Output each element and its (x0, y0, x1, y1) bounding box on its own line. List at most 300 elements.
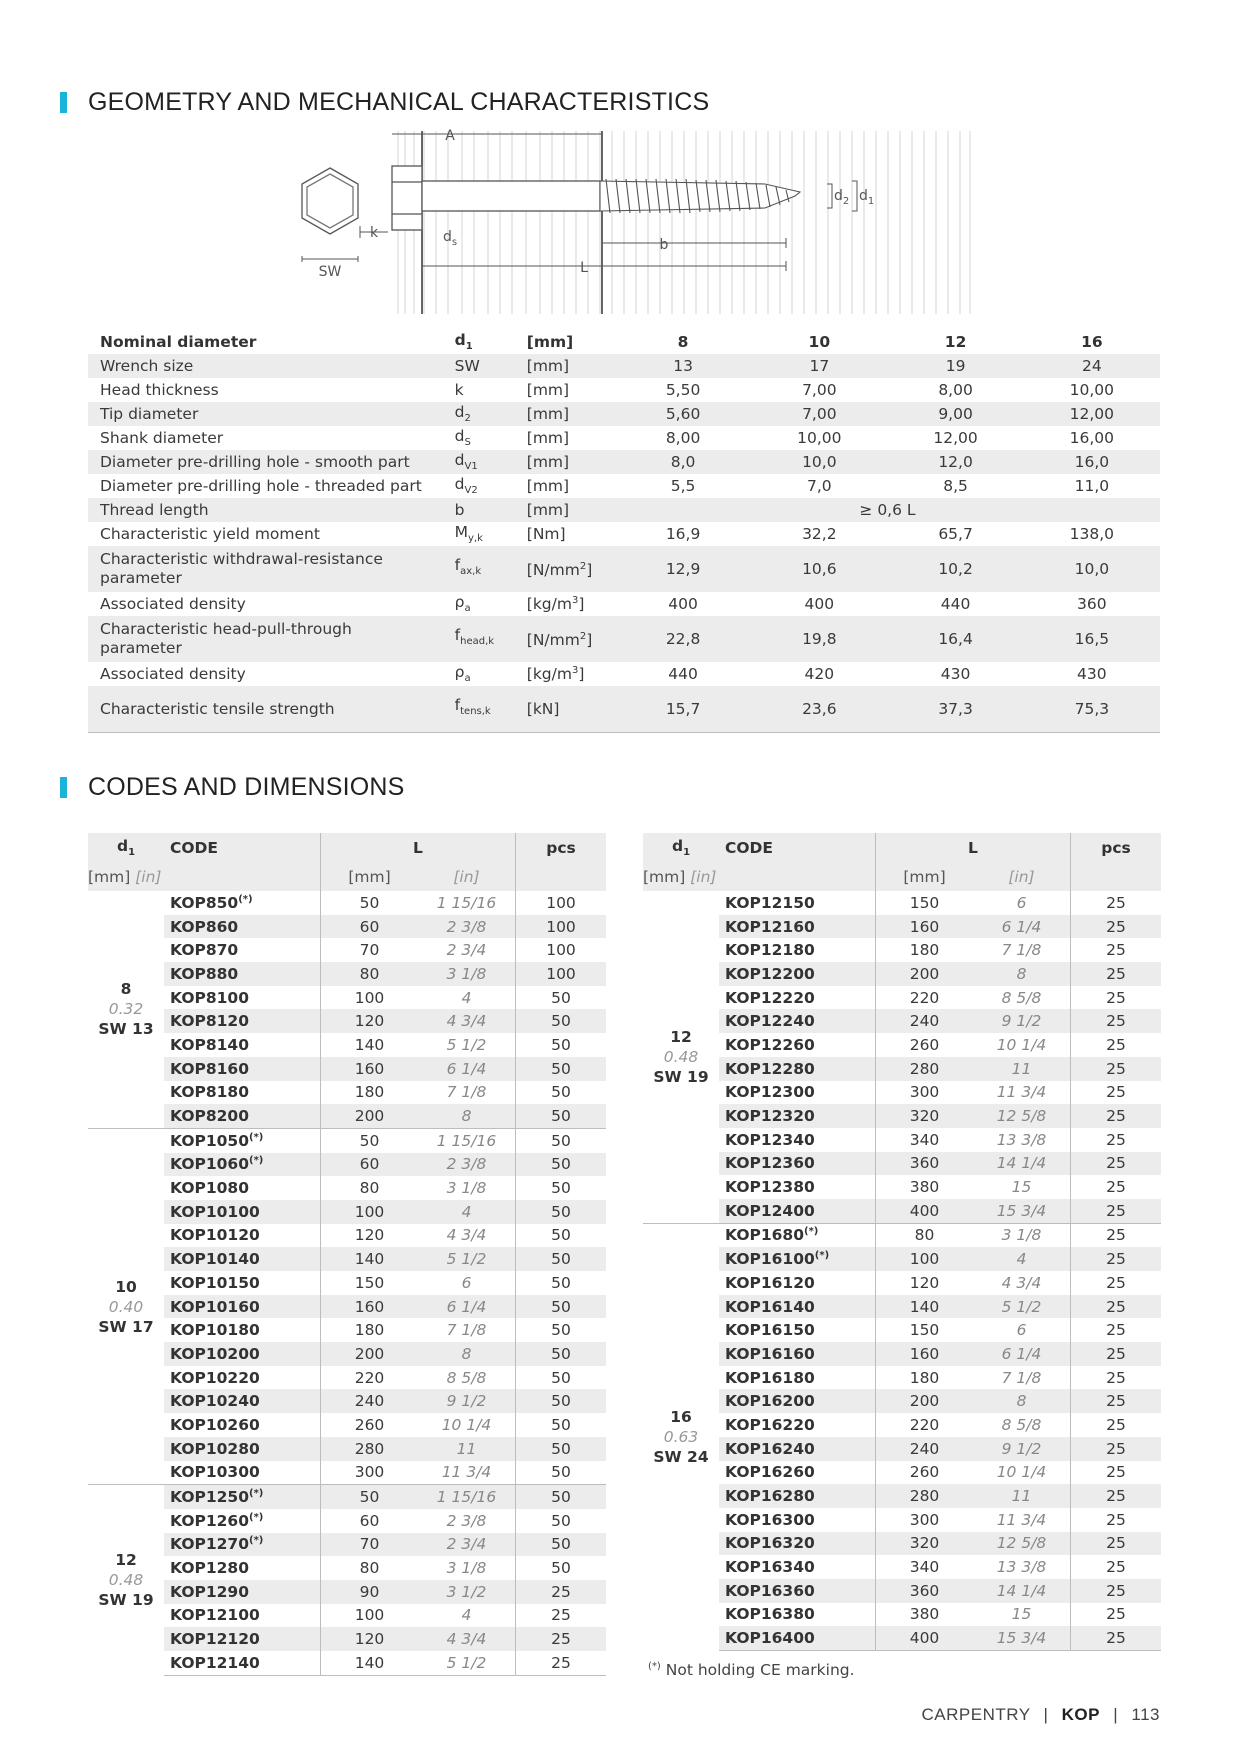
length-mm: 240 (876, 1437, 974, 1461)
code-row (88, 938, 606, 962)
length-in: 3 1/2 (418, 1580, 516, 1604)
code-row (643, 1104, 1161, 1128)
pieces: 25 (1071, 1033, 1162, 1057)
product-code: KOP1290 (164, 1580, 321, 1604)
pieces: 100 (516, 962, 607, 986)
char-value: 16,9 (665, 525, 701, 543)
code-row (643, 1626, 1161, 1650)
char-header-d16: 16 (1081, 333, 1103, 351)
label-d1: $d_1$ (859, 188, 875, 207)
product-code: KOP12340 (725, 1130, 815, 1149)
char-symbol: SW (443, 354, 515, 378)
product-code: KOP16320 (719, 1532, 876, 1556)
code-row (88, 1057, 606, 1081)
ce-marking-note: (*) Not holding CE marking. (648, 1661, 855, 1680)
char-symbol: $f_{tens,k}$ (443, 686, 515, 733)
pieces: 25 (1071, 1128, 1162, 1152)
length-mm: 220 (876, 986, 974, 1010)
product-code: KOP16280 (719, 1484, 876, 1508)
pieces: 50 (516, 1485, 607, 1509)
char-row (88, 546, 1160, 592)
char-row (88, 686, 1160, 733)
product-code: KOP16220 (725, 1415, 815, 1434)
pieces: 25 (1071, 1389, 1162, 1413)
section-accent-bar (60, 92, 67, 113)
code-row (643, 1152, 1161, 1176)
code-row (643, 1223, 1161, 1247)
label-b: b (659, 237, 669, 253)
length-in: 1 15/16 (436, 893, 497, 912)
product-code: KOP1270(*) (164, 1533, 321, 1557)
length-in: 8 5/8 (1001, 1415, 1042, 1434)
pieces: 25 (1071, 1342, 1162, 1366)
char-row (88, 354, 1160, 378)
char-unit: [mm] (515, 354, 615, 378)
char-row (88, 522, 1160, 546)
char-symbol: $M_{y,k}$ (454, 523, 483, 545)
char-unit: $[N/mm^2]$ (515, 546, 615, 592)
length-in: 8 (973, 962, 1071, 986)
char-value: 12,9 (615, 546, 751, 592)
char-unit: [kN] (515, 686, 615, 733)
ce-asterisk: (*) (249, 1155, 264, 1167)
codes-header-pcs: pcs (516, 833, 607, 863)
code-row (643, 1413, 1161, 1437)
product-code: KOP16180 (725, 1368, 815, 1387)
length-mm: 50 (321, 891, 419, 915)
product-code: KOP10150 (170, 1273, 260, 1292)
pieces: 25 (1071, 1437, 1162, 1461)
char-value: 10,0 (1024, 546, 1160, 592)
length-in: 2 3/4 (418, 1533, 516, 1557)
codes-units-row (643, 863, 1161, 891)
length-mm: 400 (876, 1626, 974, 1650)
char-value: 11,0 (1074, 477, 1110, 495)
length-mm: 340 (876, 1128, 974, 1152)
char-value: 8,0 (615, 450, 751, 474)
code-row (643, 1555, 1161, 1579)
length-in: 14 1/4 (973, 1152, 1071, 1176)
length-mm: 100 (321, 1604, 419, 1628)
diameter-group (88, 1485, 164, 1676)
char-value: 65,7 (938, 525, 973, 543)
char-value: 5,5 (670, 477, 696, 495)
product-code: KOP8100 (170, 988, 249, 1007)
char-value: 7,00 (751, 402, 887, 426)
char-header-name: Nominal diameter (100, 333, 257, 351)
char-value: 8,00 (938, 381, 973, 399)
pieces: 50 (516, 986, 607, 1010)
product-code: KOP16260 (725, 1463, 815, 1482)
product-code: KOP12150 (725, 893, 815, 912)
length-in: 10 1/4 (996, 1035, 1047, 1054)
char-value: 420 (804, 665, 835, 683)
diameter-group (88, 891, 164, 1128)
length-in: 3 1/8 (446, 1559, 487, 1578)
product-code: KOP8180 (170, 1083, 249, 1102)
product-code: KOP12100 (170, 1606, 260, 1625)
length-in: 4 (418, 1200, 516, 1224)
pieces: 25 (1071, 1461, 1162, 1485)
pieces: 50 (516, 1033, 607, 1057)
length-in: 4 3/4 (418, 1627, 516, 1651)
code-row (88, 915, 606, 939)
pieces: 25 (1071, 1626, 1162, 1650)
pieces: 25 (1071, 1532, 1162, 1556)
product-code: KOP10200 (164, 1342, 321, 1366)
length-in: 15 3/4 (973, 1626, 1071, 1650)
char-value: 5,60 (615, 402, 751, 426)
char-value: 10,6 (751, 546, 887, 592)
length-in: 5 1/2 (418, 1247, 516, 1271)
pieces: 25 (1071, 1104, 1162, 1128)
char-value: 22,8 (615, 616, 751, 662)
code-row (88, 1176, 606, 1200)
char-value: 16,0 (1024, 450, 1160, 474)
pieces: 25 (1071, 1271, 1162, 1295)
char-symbol: $d_{V1}$ (443, 450, 515, 474)
pieces: 50 (516, 1366, 607, 1390)
char-header-symbol: $d_1$ (454, 331, 473, 353)
pieces: 50 (516, 1081, 607, 1105)
code-row (643, 1128, 1161, 1152)
length-in: 4 3/4 (446, 1226, 487, 1245)
char-value: 12,0 (887, 450, 1023, 474)
length-mm: 140 (876, 1295, 974, 1319)
pieces: 25 (1071, 1199, 1162, 1223)
code-row (643, 1271, 1161, 1295)
product-code: KOP10240 (164, 1389, 321, 1413)
product-code: KOP12380 (725, 1178, 815, 1197)
code-row (88, 1224, 606, 1248)
group-wrench-size: SW 19 (653, 1067, 709, 1086)
char-unit: [mm] (515, 450, 615, 474)
char-value: ≥ 0,6 L (615, 498, 1160, 522)
code-row (643, 1199, 1161, 1223)
label-sw: SW (318, 264, 342, 280)
product-code: KOP8140 (170, 1035, 249, 1054)
product-code: KOP12160 (719, 915, 876, 939)
code-row (88, 1295, 606, 1319)
length-mm: 140 (321, 1651, 419, 1675)
code-row (88, 1437, 606, 1461)
length-mm: 160 (876, 915, 974, 939)
length-in: 5 1/2 (973, 1295, 1071, 1319)
length-in: 11 (418, 1437, 516, 1461)
product-code: KOP16140 (719, 1295, 876, 1319)
pieces: 50 (516, 1437, 607, 1461)
codes-units-row (88, 863, 606, 891)
char-value: 16,5 (1024, 616, 1160, 662)
pieces: 25 (1071, 1223, 1162, 1247)
length-mm: 90 (321, 1580, 419, 1604)
char-symbol: $f_{ax,k}$ (443, 546, 515, 592)
code-row (643, 1295, 1161, 1319)
length-mm: 260 (876, 1461, 974, 1485)
length-in: 7 1/8 (1001, 1368, 1042, 1387)
code-row (88, 1556, 606, 1580)
pieces: 25 (1071, 1413, 1162, 1437)
length-in: 5 1/2 (446, 1035, 487, 1054)
product-code: KOP10140 (164, 1247, 321, 1271)
pieces: 25 (516, 1580, 607, 1604)
product-code: KOP16150 (725, 1321, 815, 1340)
length-in: 12 5/8 (973, 1104, 1071, 1128)
length-in: 15 (1011, 1178, 1032, 1197)
char-unit: [mm] (515, 402, 615, 426)
length-in: 13 3/8 (996, 1130, 1047, 1149)
product-code: KOP8160 (164, 1057, 321, 1081)
length-mm: 360 (876, 1579, 974, 1603)
product-code: KOP12220 (725, 988, 815, 1007)
length-mm: 80 (321, 962, 419, 986)
codes-header-code: CODE (719, 833, 876, 863)
pieces: 25 (1071, 1484, 1162, 1508)
length-mm: 50 (321, 1485, 419, 1509)
geometry-title: GEOMETRY AND MECHANICAL CHARACTERISTICS (88, 88, 710, 116)
label-ds: $d_s$ (443, 229, 458, 248)
codes-header-pcs: pcs (1071, 833, 1162, 863)
length-in: 6 1/4 (418, 1057, 516, 1081)
product-code: KOP880 (164, 962, 321, 986)
code-row (88, 1627, 606, 1651)
code-row (643, 1532, 1161, 1556)
length-mm: 380 (876, 1603, 974, 1627)
length-in: 4 (461, 988, 472, 1007)
code-row (88, 1485, 606, 1509)
char-row (88, 402, 1160, 426)
code-row (88, 1389, 606, 1413)
pieces: 50 (516, 1461, 607, 1485)
char-header-row (88, 330, 1160, 354)
code-row (643, 1033, 1161, 1057)
pieces: 50 (516, 1342, 607, 1366)
length-in: 6 (461, 1273, 472, 1292)
length-mm: 280 (876, 1057, 974, 1081)
group-wrench-size: SW 24 (653, 1448, 709, 1467)
length-in: 11 (973, 1484, 1071, 1508)
char-value: 15,7 (615, 686, 751, 733)
length-mm: 360 (876, 1152, 974, 1176)
char-header-d10: 10 (808, 333, 831, 351)
pieces: 50 (516, 1224, 607, 1248)
product-code: KOP12260 (725, 1035, 815, 1054)
code-row (88, 1342, 606, 1366)
char-value: 10,00 (1069, 381, 1115, 399)
code-row (643, 1366, 1161, 1390)
codes-header-length: L (876, 833, 1071, 863)
length-in: 14 1/4 (973, 1579, 1071, 1603)
length-mm: 60 (321, 1509, 419, 1533)
length-mm: 300 (876, 1081, 974, 1105)
length-mm: 80 (321, 1556, 419, 1580)
code-row (643, 915, 1161, 939)
char-value: 7,0 (807, 477, 832, 495)
length-mm: 70 (321, 938, 419, 962)
code-row (88, 1153, 606, 1177)
length-in: 11 3/4 (441, 1463, 492, 1482)
length-mm: 180 (876, 1366, 974, 1390)
char-value: 10,0 (751, 450, 887, 474)
char-row (88, 662, 1160, 686)
pieces: 50 (516, 1153, 607, 1177)
length-in: 9 1/2 (418, 1389, 516, 1413)
length-mm: 300 (321, 1461, 419, 1485)
length-in: 6 1/4 (973, 915, 1071, 939)
group-diameter-mm: 8 (120, 980, 132, 999)
char-unit: $[N/mm^2]$ (515, 616, 615, 662)
length-in: 4 (461, 1606, 472, 1625)
product-code: KOP16340 (725, 1558, 815, 1577)
pieces: 25 (1071, 1603, 1162, 1627)
length-in: 2 3/8 (446, 1511, 487, 1530)
length-mm: 340 (876, 1555, 974, 1579)
section-accent-bar (60, 777, 67, 798)
pieces: 25 (1071, 962, 1162, 986)
code-row (88, 1604, 606, 1628)
length-in: 8 5/8 (446, 1368, 487, 1387)
length-in: 8 5/8 (1001, 988, 1042, 1007)
code-row (88, 1366, 606, 1390)
diameter-group (643, 891, 719, 1223)
pieces: 50 (516, 1176, 607, 1200)
char-symbol: $\rho_a$ (454, 663, 471, 685)
product-code: KOP10300 (170, 1463, 260, 1482)
length-in: 4 (973, 1247, 1071, 1271)
screw-diagram (290, 126, 990, 316)
group-wrench-size: SW 17 (98, 1317, 154, 1336)
pieces: 50 (516, 1128, 607, 1152)
product-code: KOP10120 (170, 1226, 260, 1245)
codes-units-d1: [mm] [in] (88, 863, 164, 891)
length-mm: 50 (321, 1128, 419, 1152)
pieces: 25 (1071, 891, 1162, 915)
codes-header-row (643, 833, 1161, 863)
pieces: 25 (516, 1651, 607, 1675)
footer-page-number: 113 (1131, 1705, 1160, 1724)
char-header-unit: [mm] (526, 333, 574, 351)
screw-shank (422, 181, 600, 211)
ce-asterisk: (*) (249, 1487, 264, 1499)
length-mm: 160 (321, 1295, 419, 1319)
code-row (643, 1081, 1161, 1105)
group-diameter-in: 0.32 (108, 1000, 144, 1019)
code-row (643, 1175, 1161, 1199)
product-code: KOP16300 (725, 1510, 815, 1529)
wood-grain (398, 131, 970, 314)
product-code: KOP12240 (719, 1009, 876, 1033)
pieces: 25 (1071, 1009, 1162, 1033)
product-code: KOP10180 (170, 1321, 260, 1340)
pieces: 100 (516, 938, 607, 962)
length-mm: 180 (321, 1318, 419, 1342)
pieces: 25 (1071, 1152, 1162, 1176)
codes-table-right (643, 833, 1161, 1651)
char-value: 138,0 (1069, 525, 1115, 543)
page-footer (922, 1705, 1160, 1725)
char-name: Head thickness (100, 381, 219, 399)
group-diameter-in: 0.48 (663, 1047, 699, 1066)
pieces: 25 (1071, 986, 1162, 1010)
code-row (88, 1533, 606, 1557)
char-symbol: $d_S$ (454, 427, 471, 449)
pieces: 100 (516, 891, 607, 915)
char-symbol: k (454, 381, 464, 399)
hex-head-side (392, 166, 422, 230)
length-mm: 400 (876, 1199, 974, 1223)
geometry-section-title (60, 88, 709, 117)
product-code: KOP8120 (164, 1009, 321, 1033)
char-symbol: $\rho_a$ (454, 593, 471, 615)
pieces: 25 (1071, 1175, 1162, 1199)
product-code: KOP850(*) (170, 893, 253, 912)
char-name: Characteristic yield moment (100, 525, 320, 543)
length-in: 2 3/8 (418, 1153, 516, 1177)
group-diameter-mm: 12 (115, 1551, 137, 1570)
footer-separator: | (1043, 1705, 1049, 1724)
code-row (643, 1508, 1161, 1532)
char-row (88, 378, 1160, 402)
char-value: 400 (668, 595, 698, 613)
product-code: KOP12180 (725, 941, 815, 960)
char-name: Tip diameter (88, 402, 443, 426)
group-diameter-mm: 12 (670, 1027, 692, 1046)
product-code: KOP12400 (719, 1199, 876, 1223)
length-mm: 150 (876, 891, 974, 915)
char-value: 440 (940, 595, 971, 613)
length-in: 6 (1016, 1321, 1027, 1340)
product-code: KOP870 (170, 941, 239, 960)
footer-separator: | (1113, 1705, 1119, 1724)
label-d2: $d_2$ (834, 188, 850, 207)
product-code: KOP10260 (170, 1415, 260, 1434)
length-in: 4 3/4 (1001, 1273, 1042, 1292)
char-header-d12: 12 (944, 333, 967, 351)
code-row (88, 1651, 606, 1675)
char-header-d8: 8 (677, 333, 689, 351)
pieces: 25 (1071, 1295, 1162, 1319)
char-row (88, 450, 1160, 474)
char-value: 16,00 (1069, 429, 1115, 447)
length-in: 10 1/4 (996, 1463, 1047, 1482)
codes-units-in: [in] (973, 863, 1071, 891)
code-row (643, 986, 1161, 1010)
char-unit: $[kg/m^3]$ (526, 594, 585, 614)
char-name: Characteristic withdrawal-resistance parameter (88, 546, 443, 592)
product-code: KOP860 (164, 915, 321, 939)
ce-asterisk: (*) (249, 1535, 264, 1547)
length-mm: 300 (876, 1508, 974, 1532)
char-value: 360 (1077, 595, 1107, 613)
char-value: 9,00 (887, 402, 1023, 426)
code-row (643, 938, 1161, 962)
ce-asterisk: (*) (804, 1226, 819, 1238)
length-mm: 160 (321, 1057, 419, 1081)
length-mm: 140 (321, 1033, 419, 1057)
char-unit: [mm] (515, 498, 615, 522)
codes-units-d1: [mm] [in] (643, 863, 719, 891)
codes-section-title (60, 773, 405, 802)
group-diameter-in: 0.40 (108, 1297, 144, 1316)
product-code: KOP16120 (725, 1273, 815, 1292)
char-value: 8,00 (665, 429, 701, 447)
char-name: Characteristic head-pull-through parameter (88, 616, 443, 662)
char-name: Thread length (88, 498, 443, 522)
length-mm: 240 (321, 1389, 419, 1413)
code-row (643, 1579, 1161, 1603)
char-unit: $[kg/m^3]$ (526, 664, 585, 684)
group-wrench-size: SW 19 (98, 1591, 154, 1610)
